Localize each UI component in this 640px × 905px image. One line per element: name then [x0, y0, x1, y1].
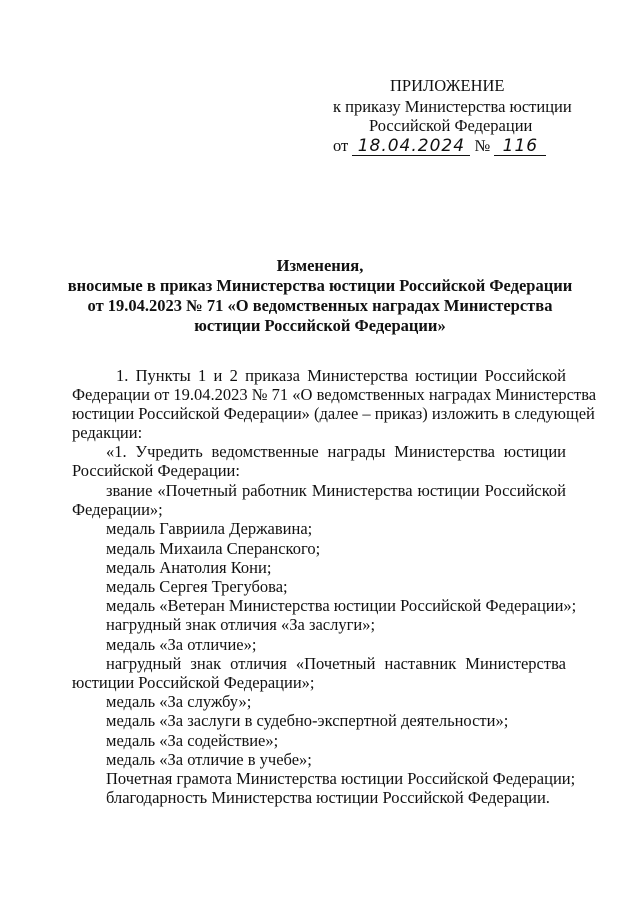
paragraph-1-line-4: редакции: [72, 423, 143, 442]
to-order-label: к приказу Министерства юстиции [333, 97, 572, 116]
paragraph-4-line-1: нагрудный знак отличия «Почетный наставник Министерства [106, 654, 566, 673]
doc-title-line-3: от 19.04.2023 № 71 «О ведомственных наградах Министерства [87, 296, 553, 315]
appendix-label: ПРИЛОЖЕНИЕ [390, 76, 505, 95]
list-item: медаль Сергея Трегубова; [106, 577, 288, 596]
order-date-number [333, 136, 546, 156]
list-item: нагрудный знак отличия «За заслуги»; [106, 615, 376, 634]
handwritten-date: 18.04.2024 [352, 136, 470, 156]
paragraph-3-line-2: Федерации»; [72, 500, 163, 519]
paragraph-1-line-2: Федерации от 19.04.2023 № 71 «О ведомственных наградах Министерства [72, 385, 597, 404]
paragraph-2-line-1: «1. Учредить ведомственные награды Министерства юстиции [106, 442, 566, 461]
list-item: медаль «За отличие»; [106, 635, 257, 654]
federation-label: Российской Федерации [369, 116, 533, 135]
list-item: медаль «За отличие в учебе»; [106, 750, 312, 769]
paragraph-1-line-3: юстиции Российской Федерации» (далее – приказ) изложить в следующей [72, 404, 595, 423]
doc-title-line-4: юстиции Российской Федерации» [194, 316, 446, 335]
list-item: Почетная грамота Министерства юстиции Российской Федерации; [106, 769, 576, 788]
paragraph-2-line-2: Российской Федерации: [72, 461, 240, 480]
paragraph-4-line-2: юстиции Российской Федерации»; [72, 673, 315, 692]
doc-title-line-1: Изменения, [276, 256, 364, 275]
list-item: медаль «За службу»; [106, 692, 252, 711]
date-prefix: от [333, 136, 349, 155]
paragraph-1-line-1: 1. Пункты 1 и 2 приказа Министерства юстиции Российской [116, 366, 566, 385]
list-item: медаль «За заслуги в судебно-экспертной деятельности»; [106, 711, 509, 730]
handwritten-number: 116 [494, 136, 546, 156]
doc-title-line-2: вносимые в приказ Министерства юстиции Российской Федерации [67, 276, 573, 295]
list-item: медаль «Ветеран Министерства юстиции Российской Федерации»; [106, 596, 577, 615]
list-item: медаль Михаила Сперанского; [106, 539, 321, 558]
list-item: медаль «За содействие»; [106, 731, 279, 750]
list-item: благодарность Министерства юстиции Российской Федерации. [106, 788, 550, 807]
paragraph-3-line-1: звание «Почетный работник Министерства юстиции Российской [106, 481, 566, 500]
list-item: медаль Анатолия Кони; [106, 558, 272, 577]
list-item: медаль Гавриила Державина; [106, 519, 313, 538]
number-sign: № [474, 136, 491, 155]
